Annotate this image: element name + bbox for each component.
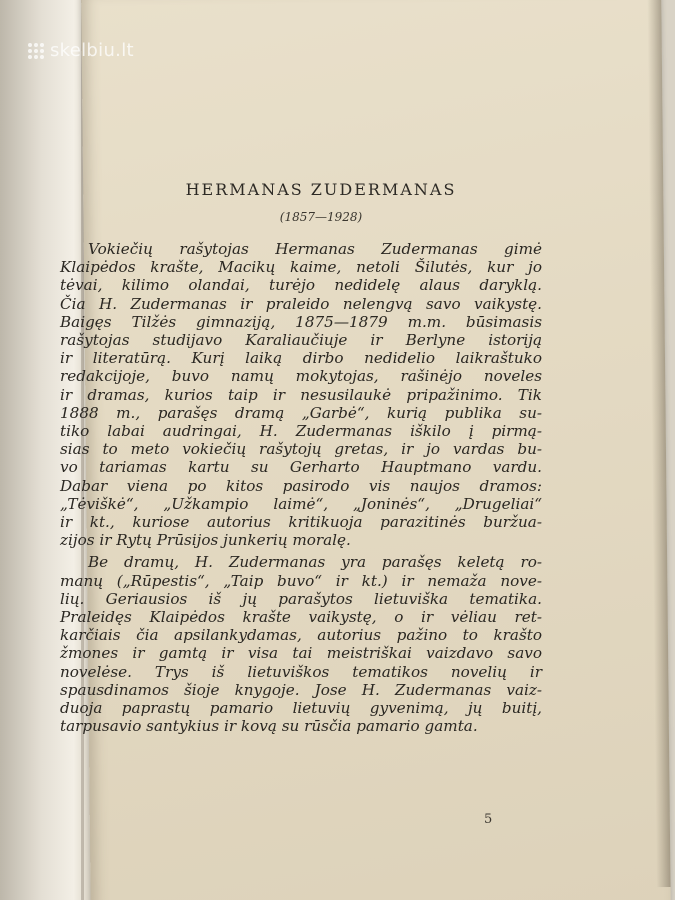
text-line: zijos ir Rytų Prūsijos junkerių moralę. [60,531,351,550]
text-line: „Tėviškė“, „Užkampio laimė“, „Joninės“, „Drugeliai“ [60,494,542,513]
text-line: sias to meto vokiečių rašytojų gretas, ir jo vardas bu- [60,440,542,459]
text-line: ir kt., kuriose autorius kritikuoja parazitinės buržua- [60,513,542,532]
text-line: Baigęs Tilžės gimnaziją, 1875—1879 m.m. būsimasis [60,312,542,331]
body-text [60,240,542,735]
page-title: HERMANAS ZUDERMANAS [185,180,457,199]
text-line: spausdinamos šioje knygoje. Jose H. Zudermanas vaiz- [60,680,542,699]
text-line: novelėse. Trys iš lietuviškos tematikos novelių ir [60,662,542,681]
watermark-text: skelbiu.lt [50,40,134,61]
text-line: vo tariamas kartu su Gerharto Hauptmano vardu. [60,458,542,477]
text-line: manų („Rūpestis“, „Taip buvo“ ir kt.) ir nemaža nove- [60,571,542,590]
text-line: duoja paprastų pamario lietuvių gyvenimą, jų buitį, [60,699,542,718]
text-line: ir dramas, kurios taip ir nesusilaukė pripažinimo. Tik [60,385,542,404]
text-line: Klaipėdos krašte, Macikų kaime, netoli Šilutės, kur jo [60,258,542,277]
watermark-logo-icon [28,43,44,59]
text-line: žmones ir gamtą ir visa tai meistriškai vaizdavo savo [60,644,542,663]
text-line: karčiais čia apsilankydamas, autorius pažino to krašto [60,626,542,645]
page-shadow [647,0,670,887]
page-number: 5 [484,812,493,827]
text-line: redakcijoje, buvo namų mokytojas, rašinėjo noveles [60,367,542,386]
text-line: 1888 m., parašęs dramą „Garbė“, kurią publika su- [60,403,542,422]
text-line: lių. Geriausios iš jų parašytos lietuviška tematika. [60,589,542,608]
text-line: Dabar viena po kitos pasirodo vis naujos dramos: [60,476,542,495]
text-line: rašytojas studijavo Karaliaučiuje ir Berlyne istoriją [60,331,542,350]
text-line: Be dramų, H. Zudermanas yra parašęs keletą ro- [88,553,542,572]
paragraph-1 [60,240,542,549]
paragraph-2 [60,553,542,735]
author-dates: (1857—1928) [279,210,363,224]
text-line: ir literatūrą. Kurį laiką dirbo nedidelio laikraštuko [60,349,542,368]
watermark [28,40,134,61]
text-line: Čia H. Zudermanas ir praleido nelengvą savo vaikystę. [60,294,542,313]
text-line: Praleidęs Klaipėdos krašte vaikystę, o ir vėliau ret- [60,608,542,627]
text-line: tiko labai audringai, H. Zudermanas iškilo į pirmą- [60,422,542,441]
text-line: tėvai, kilimo olandai, turėjo nedidelę alaus daryklą. [60,276,542,295]
text-line: Vokiečių rašytojas Hermanas Zudermanas gimė [88,240,542,258]
text-line: tarpusavio santykius ir kovą su rūsčia pamario gamta. [60,717,478,736]
